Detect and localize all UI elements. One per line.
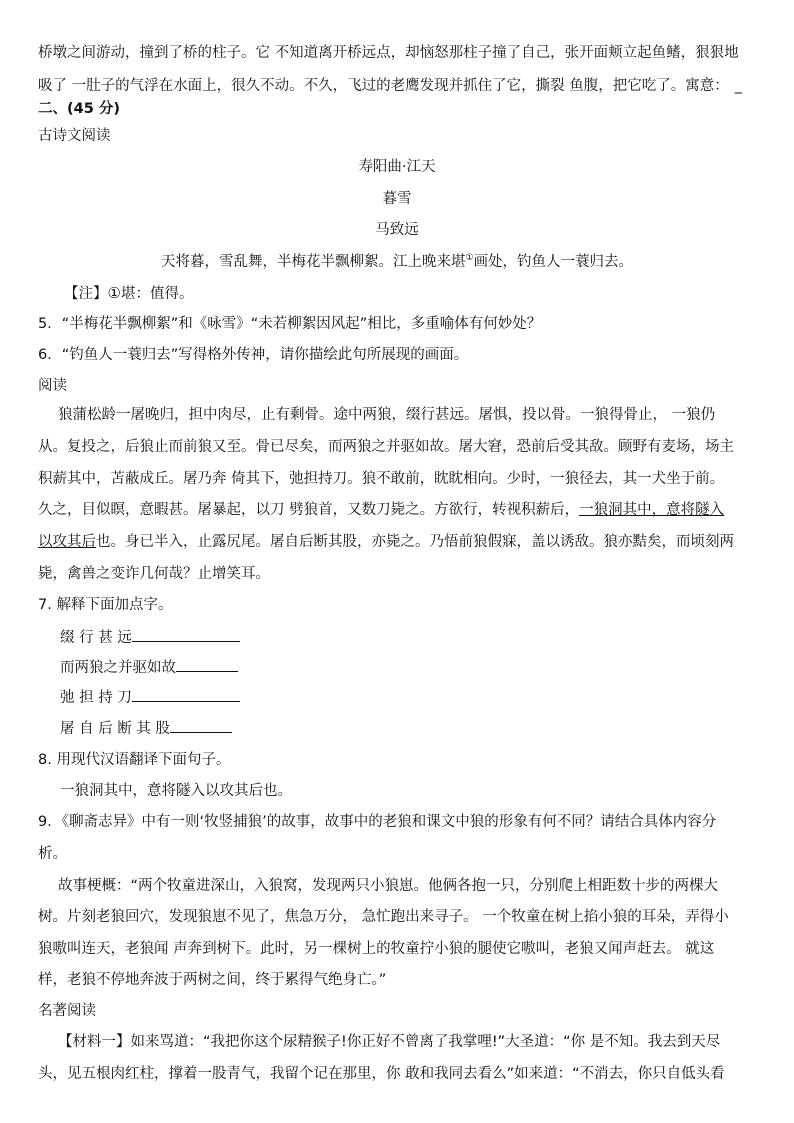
q7-answer-blank-3[interactable] (132, 687, 240, 702)
classic-reading-label: 名著阅读 (38, 1003, 96, 1019)
q7-item-3 (60, 687, 240, 708)
question-9-line-1: 9．《聊斋志异》中有一则‘牧竖捕狼’的故事，故事中的老狼和课文中狼的形象有何不同？请结合具体内容分 (38, 814, 717, 830)
q7-item-2-text: 而两狼之并驱如故 (60, 660, 176, 676)
poem-title: 寿阳曲·江天 (358, 159, 436, 175)
q7-answer-blank-4[interactable] (170, 718, 232, 733)
question-5: 5．“半梅花半飘柳絮”和《咏雪》“未若柳絮因风起”相比，多重喻体有何妙处？ (38, 316, 542, 332)
fable-line-2 (38, 76, 742, 96)
question-8: 8. 用现代汉语翻译下面句子。 (38, 752, 231, 768)
wolf-text-line-5b: 也。身已半入，止露尻尾。屠自后断其股，亦毙之。乃悟前狼假寐，盖以诱敌。狼亦黠矣，而顷刻两 (96, 534, 734, 550)
answer-blank: _ (734, 78, 742, 94)
poem-author: 马致远 (375, 222, 419, 238)
q7-answer-blank-1[interactable] (132, 627, 240, 642)
wolf-text-line-3: 积薪其中，苫蔽成丘。屠乃奔 倚其下，弛担持刀。狼不敢前，眈眈相向。少时，一狼径去，其一犬坐于前。 (38, 471, 725, 487)
note-prefix: 【注】 (64, 286, 108, 302)
question-7: 7. 解释下面加点字。 (38, 597, 173, 613)
poem-subtitle: 暮雪 (382, 191, 412, 207)
wolf-text-line-4 (38, 500, 724, 520)
question-6: 6．“钓鱼人一蓑归去”写得格外传神，请你描绘此句所展现的画面。 (38, 347, 469, 363)
poem-text (0, 252, 794, 272)
wolf-text-line-2: 从。复投之，后狼止而前狼又至。骨已尽矣，而两狼之并驱如故。屠大窘，恐前后受其敌。顾野有麦场，场主 (38, 439, 734, 455)
story-line-2: 树。片刻老狼回穴，发现狼崽不见了，焦急万分， 急忙跑出来寻子。 一个牧童在树上掐小狼的耳朵，弄得小 (38, 909, 729, 925)
poem-text-a: 天将暮，雪乱舞，半梅花半飘柳絮。江上晚来堪 (160, 254, 466, 270)
section-heading: 二、(45 分) (38, 101, 120, 117)
q7-item-4 (60, 718, 232, 739)
material-1-line-1: 【材料一】如来骂道：“我把你这个尿精猴子!你正好不曾离了我掌哩!”大圣道：“你 是不知。我去到天尽 (58, 1034, 721, 1050)
poem-text-b: 画处，钓鱼人一蓑归去。 (473, 254, 634, 270)
material-1-line-2: 头，见五根肉红柱，撑着一股青气，我留个记在那里，你 敢和我同去看么”如来道：“不消去，你只自低头看 (38, 1066, 725, 1082)
wolf-text-line-6: 毙，禽兽之变诈几何哉？止增笑耳。 (38, 566, 270, 582)
q7-answer-blank-2[interactable] (176, 657, 238, 672)
note-circle: ① (107, 284, 121, 302)
q7-item-4-text: 屠 自 后 断 其 股 (60, 721, 171, 737)
story-line-1: 故事梗概：“两个牧童进深山，入狼窝，发现两只小狼崽。他俩各抱一只，分别爬上相距数十步的两棵大 (58, 878, 719, 894)
section-label: 古诗文阅读 (38, 128, 111, 144)
fable-line-2-text: 吸了 一肚子的气浮在水面上，很久不动。不久，飞过的老鹰发现并抓住了它，撕裂 鱼腹，把它吃了。寓意： (38, 78, 729, 94)
q8-sentence: 一狼洞其中，意将隧入以攻其后也。 (60, 783, 292, 799)
fable-line-1: 桥墩之间游动，撞到了桥的柱子。它 不知道离开桥远点，却恼怒那柱子撞了自己，张开面颊立起鱼鳍，狠狠地 (38, 45, 739, 61)
underlined-sentence-a: 一狼洞其中，意将隧入 (579, 502, 725, 518)
reading-label: 阅读 (38, 378, 67, 394)
note-text: 堪：值得。 (120, 286, 194, 302)
q7-item-1-text: 缀 行 甚 远 (60, 630, 132, 646)
question-9-line-2: 析。 (38, 846, 67, 862)
story-line-4: 样，老狼不停地奔波于两树之间，终于累得气绝身亡。” (38, 972, 387, 988)
underlined-sentence-b: 以攻其后 (38, 534, 96, 550)
q7-item-1 (60, 627, 240, 648)
story-line-3: 狼嗷叫连天，老狼闻 声奔到树下。此时，另一棵树上的牧童拧小狼的腿使它嗷叫，老狼又闻声赶去。 就这 (38, 941, 715, 957)
wolf-text-line-4a: 久之，目似瞑，意暇甚。屠暴起，以刀 劈狼首，又数刀毙之。方欲行，转视积薪后， (38, 502, 580, 518)
footnote-mark: ① (465, 253, 474, 264)
q7-item-2 (60, 657, 238, 678)
poem-note (64, 283, 193, 304)
q7-item-3-text: 弛 担 持 刀 (60, 690, 132, 706)
wolf-text-line-5 (38, 532, 734, 552)
wolf-text-line-1: 狼蒲松龄一屠晚归，担中肉尽，止有剩骨。途中两狼，缀行甚远。屠惧，投以骨。一狼得骨止， 一狼仍 (58, 407, 716, 423)
